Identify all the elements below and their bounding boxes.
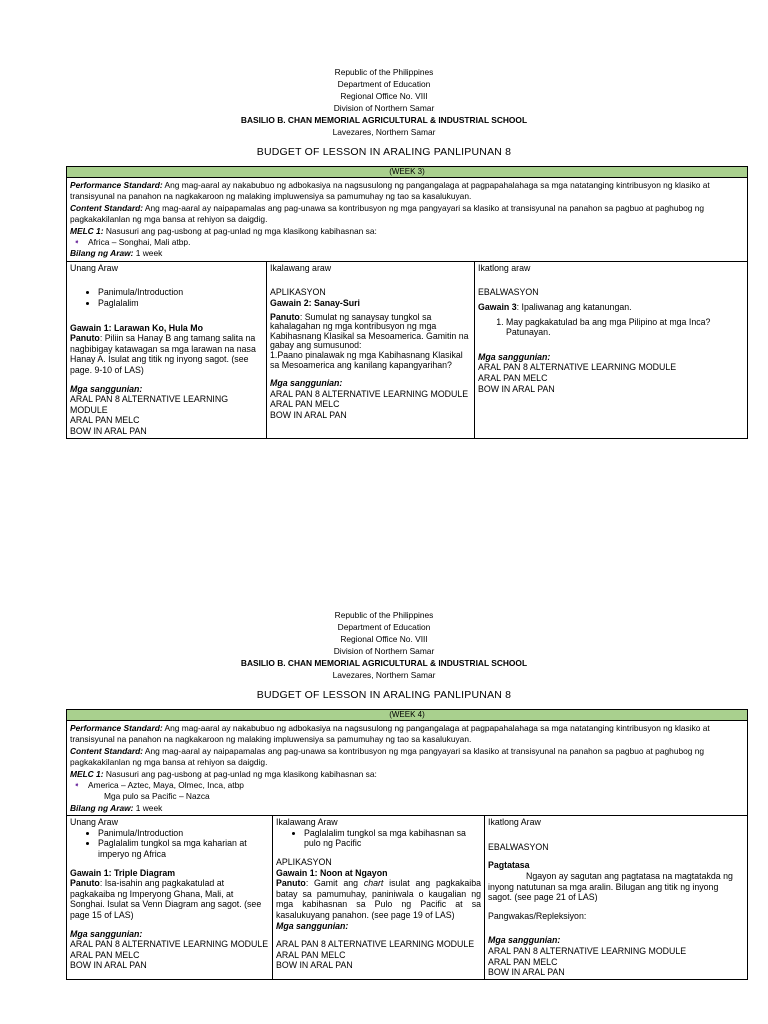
melc-label: MELC 1:	[70, 768, 104, 779]
header-location: Lavezares, Northern Samar	[332, 127, 436, 137]
content-standard-text: Ang mag-aaral ay naipapamalas ang pag-unawa sa kontribusyon ng mga pangyayari sa klasiko at transisyunal na panahon sa pagbuo at paghubog ng pagkakakilanlan ng mga bansa at rehiyon sa daigdig.	[70, 745, 705, 768]
gawain-title: Gawain 1: Larawan Ko, Hula Mo	[70, 322, 203, 333]
melc-text: Nasusuri ang pag-usbong at pag-unlad ng mga klasikong kabihasnan sa:	[103, 768, 377, 779]
header-republic: Republic of the Philippines	[334, 610, 434, 620]
week-label: (WEEK 3)	[67, 167, 747, 178]
content-standard	[70, 746, 744, 769]
lesson-table-week-4	[66, 709, 748, 980]
reference-item: ARAL PAN 8 ALTERNATIVE LEARNING MODULE	[270, 388, 469, 399]
reference-item: ARAL PAN MELC	[276, 949, 346, 960]
panuto-label: Panuto	[276, 878, 306, 889]
content-standard-label: Content Standard:	[70, 202, 144, 213]
panuto-text: : Sumulat ng sanaysay tungkol sa kahalagahan ng mga kontribusyon ng mga Kabihasnang Klasikal sa Mesoamerica. Gamitin na gabay ang sumusunod:	[270, 311, 469, 351]
panuto	[70, 333, 263, 375]
header-division: Division of Northern Samar	[333, 646, 435, 656]
lesson-page-week-4	[0, 609, 768, 701]
panuto	[270, 313, 471, 351]
reference-item: ARAL PAN MELC	[70, 949, 140, 960]
performance-standard	[70, 723, 744, 746]
pangwakas-label: Pangwakas/Repleksiyon:	[488, 910, 587, 921]
header-division: Division of Northern Samar	[333, 103, 435, 113]
content-standard	[70, 203, 744, 226]
arrow-bullet-icon: ➧	[74, 239, 80, 247]
bilang-ng-araw	[70, 248, 744, 259]
day-heading: Ikalawang araw	[270, 262, 332, 273]
reference-item: BOW IN ARAL PAN	[70, 960, 147, 971]
panuto	[70, 878, 269, 920]
performance-standard-label: Performance Standard:	[70, 180, 163, 190]
performance-standard-text: Ang mag-aaral ay nakabubuo ng adbokasiya na nagsusulong ng pangangalaga at pagpapahalahaga sa mga natatanging kintribusyon ng klasiko at transisyunal na panahon na nagkakaroon ng malaking impluwensiya sa pamumuhay ng tao sa kasalukuyan.	[70, 723, 710, 745]
references-label: Mga sanggunian:	[488, 935, 561, 946]
panuto-label: Panuto	[70, 333, 100, 344]
standards-block	[67, 721, 747, 816]
reference-item: ARAL PAN 8 ALTERNATIVE LEARNING MODULE	[478, 362, 677, 373]
reference-item: BOW IN ARAL PAN	[478, 383, 555, 394]
day-3-column	[484, 816, 747, 979]
content-standard-text: Ang mag-aaral ay naipapamalas ang pag-unawa sa kontribusyon ng mga pangyayari sa klasiko at transisyunal na panahon sa pagbuo at paghubog ng pagkakakilanlan ng mga bansa at rehiyon sa daigdig.	[70, 202, 705, 225]
reference-item: ARAL PAN MELC	[478, 373, 548, 383]
aplikasyon-label: APLIKASYON	[270, 287, 326, 298]
melc-text: Nasusuri ang pag-usbong at pag-unlad ng mga klasikong kabihasnan sa:	[103, 225, 377, 236]
list-item: • Paglalalim	[98, 298, 263, 309]
ebalwasyon-label: EBALWASYON	[488, 841, 549, 852]
header-school: BASILIO B. CHAN MEMORIAL AGRICULTURAL & INDUSTRIAL SCHOOL	[240, 658, 528, 668]
references-label: Mga sanggunian:	[276, 920, 349, 931]
header-republic: Republic of the Philippines	[334, 67, 434, 77]
pagtatasa-label: Pagtatasa	[488, 860, 530, 871]
header-school: BASILIO B. CHAN MEMORIAL AGRICULTURAL & INDUSTRIAL SCHOOL	[240, 115, 528, 125]
reference-item: ARAL PAN 8 ALTERNATIVE LEARNING MODULE	[276, 939, 475, 950]
reference-item: ARAL PAN 8 ALTERNATIVE LEARNING MODULE	[70, 939, 269, 950]
lesson-table-week-3	[66, 166, 748, 439]
header-department: Department of Education	[337, 79, 431, 89]
panuto-label: Panuto	[70, 878, 100, 889]
header-location: Lavezares, Northern Samar	[332, 670, 436, 680]
bilang-text: 1 week	[133, 248, 163, 259]
reference-item: BOW IN ARAL PAN	[270, 409, 347, 420]
day-heading: Ikalawang Araw	[276, 817, 338, 828]
document-header	[0, 609, 768, 681]
list-item: • Paglalalim tungkol sa mga kabihasnan sa pulo ng Pacific	[304, 828, 481, 849]
day-1-column	[67, 262, 266, 438]
bilang-text: 1 week	[133, 802, 163, 813]
melc-item-text: America – Aztec, Maya, Olmec, Inca, atbp	[88, 780, 244, 791]
bilang-label: Bilang ng Araw:	[70, 802, 134, 813]
reference-item: ARAL PAN MELC	[270, 399, 340, 410]
references-label: Mga sanggunian:	[270, 378, 343, 389]
list-item: 1. May pagkakatulad ba ang mga Pilipino at mga Inca? Patunayan.	[506, 317, 744, 338]
day-bullets	[276, 828, 481, 849]
day-heading: Unang Araw	[70, 817, 118, 828]
list-item: • Paglalalim tungkol sa mga kaharian at imperyo ng Africa	[98, 838, 269, 859]
aplikasyon-label: APLIKASYON	[276, 857, 332, 868]
gawain-title: Gawain 1: Noon at Ngayon	[276, 867, 388, 878]
references-label: Mga sanggunian:	[70, 383, 143, 394]
melc-label: MELC 1:	[70, 225, 104, 236]
lesson-page-week-3	[0, 66, 768, 158]
panuto-text: : Piliin sa Hanay B ang tamang salita na nagbibigay katawagan sa mga larawan na nasa Hanay A. Isulat ang titik ng inyong sagot. (see page. 9-10 of LAS)	[70, 333, 256, 375]
panuto-text-post: isulat ang pagkakaiba batay sa pamumuhay, paniniwala o kaugalian ng mga kabihasnan sa Pulo ng Pacific at sa kasalukuyang panahon. (see page 19 of LAS)	[276, 878, 481, 920]
performance-standard-label: Performance Standard:	[70, 723, 163, 733]
gawain-title: Gawain 2: Sanay-Suri	[270, 298, 360, 309]
panuto-text-pre: : Gamit ang	[305, 878, 364, 889]
references-label: Mga sanggunian:	[70, 928, 143, 939]
day-2-column	[272, 816, 484, 979]
reference-item: ARAL PAN MELC	[488, 956, 558, 967]
header-region: Regional Office No. VIII	[340, 634, 428, 644]
list-item: • Panimula/Introduction	[98, 287, 263, 298]
header-region: Regional Office No. VIII	[340, 91, 428, 101]
page-title: BUDGET OF LESSON IN ARALING PANLIPUNAN 8	[256, 146, 512, 158]
reference-item: BOW IN ARAL PAN	[276, 960, 353, 971]
performance-standard	[70, 180, 744, 203]
day-heading: Ikatlong Araw	[488, 817, 541, 828]
week-label: (WEEK 4)	[67, 710, 747, 721]
gawain-text: : Ipaliwanag ang katanungan.	[516, 302, 632, 313]
question-list	[478, 317, 744, 338]
melc-item-text: Africa – Songhai, Mali atbp.	[88, 237, 191, 248]
melc-item	[70, 237, 744, 248]
reference-item: BOW IN ARAL PAN	[488, 967, 565, 978]
day-columns	[67, 262, 747, 438]
page-title: BUDGET OF LESSON IN ARALING PANLIPUNAN 8	[256, 689, 512, 701]
day-columns	[67, 816, 747, 979]
melc-item	[70, 780, 744, 791]
header-department: Department of Education	[337, 622, 431, 632]
day-heading: Ikatlong araw	[478, 262, 531, 273]
day-3-column	[474, 262, 747, 438]
pagtatasa-text: Ngayon ay sagutan ang pagtatasa na magtatakda ng inyong natutunan sa mga aralin. Bilugan ang titik ng inyong sagot. (see page 21 of LAS)	[488, 871, 733, 903]
bilang-ng-araw	[70, 803, 744, 814]
content-standard-label: Content Standard:	[70, 745, 144, 756]
day-heading: Unang Araw	[70, 262, 118, 273]
bilang-label: Bilang ng Araw:	[70, 248, 134, 259]
day-bullets	[70, 828, 269, 860]
gawain-3	[478, 302, 744, 313]
guide-question: 1.Paano pinalawak ng mga Kabihasnang Klasikal sa Mesoamerica ang kanilang kapangyarihan?	[270, 350, 463, 370]
melc	[70, 226, 744, 237]
reference-item: ARAL PAN 8 ALTERNATIVE LEARNING MODULE	[70, 394, 229, 415]
gawain-title: Gawain 1: Triple Diagram	[70, 867, 176, 878]
reference-item: BOW IN ARAL PAN	[70, 425, 147, 436]
panuto-text: : Isa-isahin ang pagkakatulad at pagkakaiba ng Imperyong Ghana, Mali, at Songhai. Isulat sa Venn Diagram ang sagot. (see page 15 of LAS)	[70, 878, 262, 920]
day-2-column	[266, 262, 474, 438]
day-1-column	[67, 816, 272, 979]
panuto-text-chart: chart	[363, 878, 384, 889]
references-label: Mga sanggunian:	[478, 351, 551, 362]
melc	[70, 769, 744, 780]
reference-item: ARAL PAN 8 ALTERNATIVE LEARNING MODULE	[488, 946, 687, 956]
list-item: • Panimula/Introduction	[98, 828, 269, 839]
panuto-label: Panuto	[270, 311, 300, 322]
performance-standard-text: Ang mag-aaral ay nakabubuo ng adbokasiya na nagsusulong ng pangangalaga at pagpapahalahaga sa mga natatanging kintribusyon ng klasiko at transisyunal na panahon na nagkakaroon ng malaking impluwensiya sa pamumuhay ng tao sa kasalukuyan.	[70, 180, 710, 202]
standards-block	[67, 178, 747, 262]
panuto	[276, 878, 481, 920]
document-header	[0, 66, 768, 138]
ebalwasyon-label: EBALWASYON	[478, 287, 539, 298]
gawain-label: Gawain 3	[478, 302, 517, 313]
reference-item: ARAL PAN MELC	[70, 415, 140, 426]
day-bullets	[70, 287, 263, 308]
melc-item: Mga pulo sa Pacific – Nazca	[104, 791, 210, 802]
arrow-bullet-icon: ➧	[74, 782, 80, 790]
